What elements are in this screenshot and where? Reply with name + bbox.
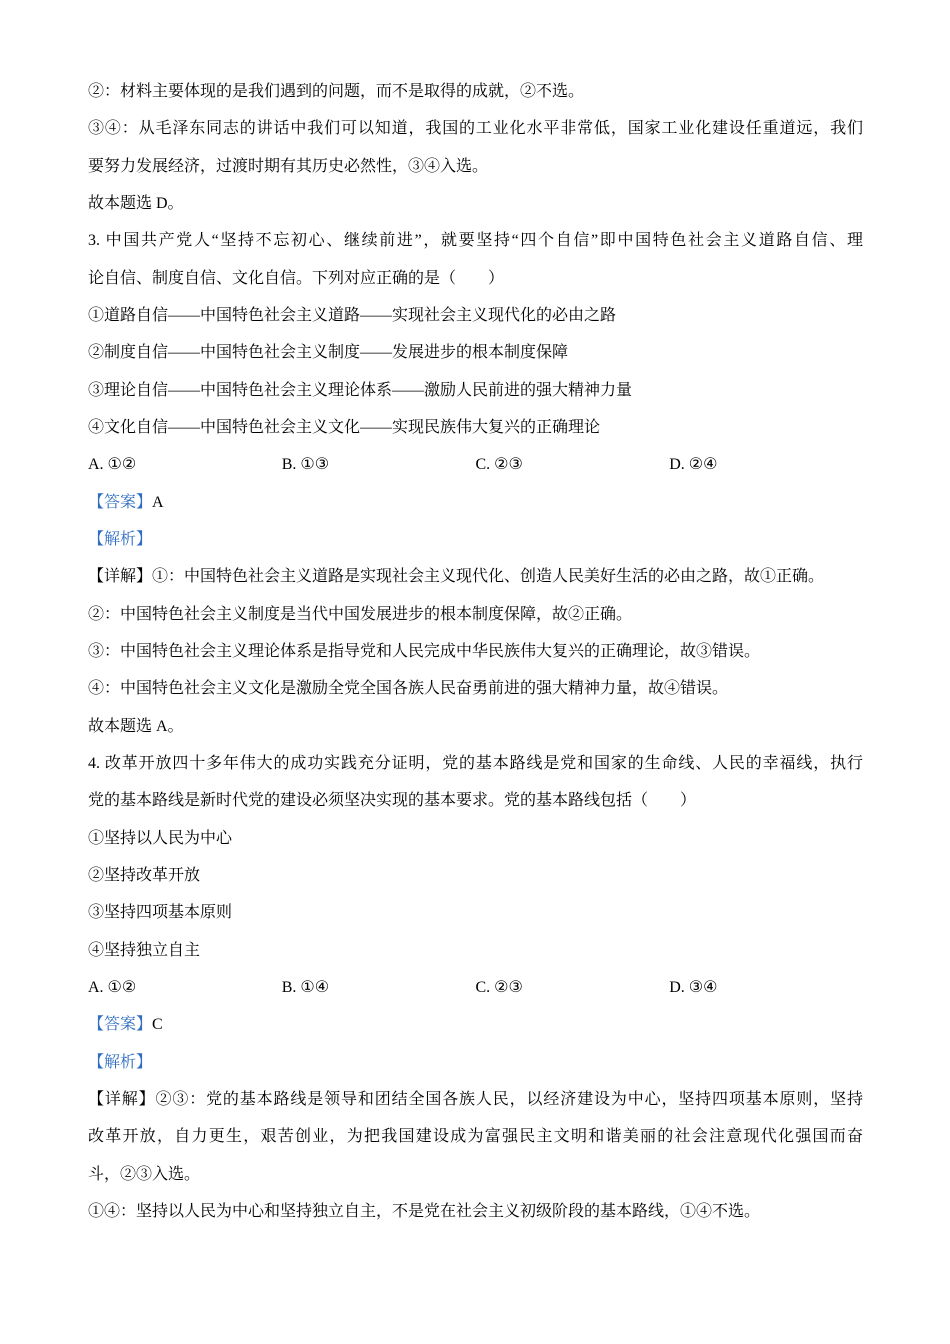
answer-label: 【答案】 — [88, 493, 153, 511]
detail-line — [88, 558, 863, 595]
conclusion-line: 故本题选 A。 — [88, 717, 184, 735]
previous-question-analysis-tail — [88, 73, 863, 222]
document-content — [88, 73, 863, 1230]
detail-text: ①：中国特色社会主义道路是实现社会主义现代化、创造人民美好生活的必由之路，故①正确。 — [152, 568, 825, 586]
statement-item: ①道路自信——中国特色社会主义道路——实现社会主义现代化的必由之路 — [88, 306, 617, 324]
question-stem: 4. 改革开放四十多年伟大的成功实践充分证明，党的基本路线是党和国家的生命线、人民的幸福线，执行 — [88, 754, 863, 772]
option-a: A. ①② — [88, 456, 137, 474]
option-a: A. ①② — [88, 978, 137, 996]
option-c: C. ②③ — [475, 978, 523, 996]
answer-line — [88, 484, 863, 521]
detail-line: ③：中国特色社会主义理论体系是指导党和人民完成中华民族伟大复兴的正确理论，故③错误。 — [88, 642, 761, 660]
detail-text: ②③：党的基本路线是领导和团结全国各族人民，以经济建设为中心，坚持四项基本原则，坚持 — [155, 1090, 863, 1108]
detail-line: ①④：坚持以人民为中心和坚持独立自主，不是党在社会主义初级阶段的基本路线，①④不选。 — [88, 1202, 761, 1220]
analysis-label: 【解析】 — [88, 530, 153, 548]
analysis-heading — [88, 521, 863, 558]
analysis-heading — [88, 1044, 863, 1081]
answer-value: A — [152, 493, 164, 511]
option-c: C. ②③ — [475, 456, 523, 474]
question-stem: 党的基本路线是新时代党的建设必须坚决实现的基本要求。党的基本路线包括（ ） — [88, 792, 697, 810]
statement-item: ④坚持独立自主 — [88, 941, 201, 959]
question-4 — [88, 745, 863, 1230]
question-3 — [88, 222, 863, 745]
analysis-line: ③④：从毛泽东同志的讲话中我们可以知道，我国的工业化水平非常低，国家工业化建设任重道远，我们 — [88, 120, 863, 138]
option-d: D. ③④ — [669, 978, 718, 996]
statement-item: ③理论自信——中国特色社会主义理论体系——激励人民前进的强大精神力量 — [88, 381, 633, 399]
detail-line: 斗，②③入选。 — [88, 1165, 201, 1183]
answer-label: 【答案】 — [88, 1016, 153, 1034]
answer-value: C — [152, 1016, 163, 1034]
analysis-line: 要努力发展经济，过渡时期有其历史必然性，③④入选。 — [88, 157, 489, 175]
option-d: D. ②④ — [669, 456, 718, 474]
option-b: B. ①④ — [281, 978, 330, 996]
detail-line — [88, 1081, 863, 1118]
detail-label: 【详解】 — [88, 568, 153, 586]
question-stem: 3. 中国共产党人“坚持不忘初心、继续前进”，就要坚持“四个自信”即中国特色社会主义道路自信、理 — [88, 232, 863, 250]
analysis-label: 【解析】 — [88, 1053, 153, 1071]
statement-item: ②坚持改革开放 — [88, 866, 201, 884]
analysis-line: ②：材料主要体现的是我们遇到的问题，而不是取得的成就，②不选。 — [88, 83, 585, 100]
options-row — [88, 446, 863, 483]
options-row — [88, 969, 863, 1006]
statement-item: ②制度自信——中国特色社会主义制度——发展进步的根本制度保障 — [88, 344, 569, 362]
statement-item: ④文化自信——中国特色社会主义文化——实现民族伟大复兴的正确理论 — [88, 418, 601, 436]
conclusion-line: 故本题选 D。 — [88, 194, 184, 212]
statement-item: ③坚持四项基本原则 — [88, 904, 233, 922]
answer-line — [88, 1006, 863, 1043]
detail-label: 【详解】 — [88, 1090, 156, 1108]
statement-item: ①坚持以人民为中心 — [88, 829, 233, 847]
question-stem: 论自信、制度自信、文化自信。下列对应正确的是（ ） — [88, 269, 505, 287]
option-b: B. ①③ — [281, 456, 330, 474]
detail-line: ④：中国特色社会主义文化是激励全党全国各族人民奋勇前进的强大精神力量，故④错误。 — [88, 680, 729, 698]
detail-line: ②：中国特色社会主义制度是当代中国发展进步的根本制度保障，故②正确。 — [88, 605, 633, 623]
detail-line: 改革开放，自力更生，艰苦创业，为把我国建设成为富强民主文明和谐美丽的社会注意现代化强国而奋 — [88, 1128, 863, 1146]
